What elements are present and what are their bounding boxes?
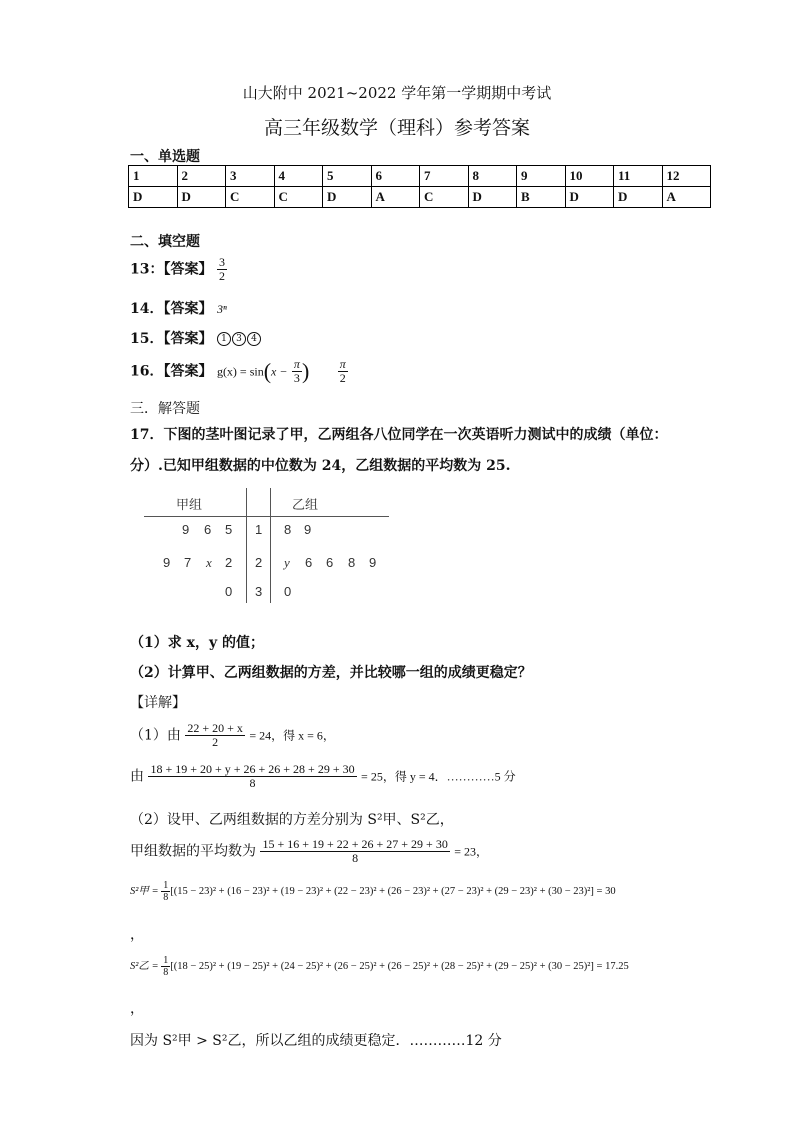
step-suffix: = 23， (454, 844, 489, 859)
right-paren: ) (301, 358, 310, 384)
answer-table (128, 165, 711, 208)
table-cell: D (177, 187, 226, 208)
q13-fraction (217, 256, 227, 283)
stem-leaf-right-header: 乙组 (292, 497, 319, 512)
leaf: 8 (348, 555, 356, 570)
table-cell: D (129, 187, 178, 208)
table-cell: 1 (129, 166, 178, 187)
table-cell: C (274, 187, 323, 208)
step-suffix: = 24，得 x = 6， (249, 728, 335, 743)
leaf: 5 (225, 522, 233, 537)
fraction-denominator: 8 (163, 892, 169, 903)
leaf: 8 (284, 522, 292, 537)
table-cell: 10 (565, 166, 614, 187)
variance-group-b (130, 955, 629, 978)
leaf: 9 (182, 522, 190, 537)
leaf-unknown-x: x (206, 555, 212, 570)
comma: ， (130, 927, 144, 943)
answer-table-number-row (129, 166, 711, 187)
fraction-denominator: 2 (212, 735, 219, 750)
comma: ， (130, 1001, 144, 1017)
stem-leaf-plot (142, 488, 392, 608)
solution-step-4 (130, 838, 488, 865)
fraction-numerator: 18 + 19 + 20 + y + 26 + 26 + 28 + 29 + 30 (150, 762, 355, 776)
circled-number: 3 (232, 332, 246, 346)
stem-leaf-left-header: 甲组 (176, 497, 203, 512)
fraction-denominator: 8 (352, 851, 359, 866)
conclusion: 因为 S²甲 > S²乙，所以乙组的成绩更稳定．…………12 分 (130, 1033, 502, 1049)
leaf: 6 (305, 555, 313, 570)
q14-label: 14．【答案】 (130, 301, 213, 317)
q13-answer (130, 256, 227, 283)
fraction-numerator: 22 + 20 + x (187, 721, 243, 735)
one-eighth-fraction (161, 880, 170, 903)
leaf: 2 (225, 555, 233, 570)
table-cell: 3 (226, 166, 275, 187)
table-cell: 6 (371, 166, 420, 187)
variance-group-a (130, 880, 616, 903)
table-cell: C (420, 187, 469, 208)
stem: 1 (255, 522, 263, 537)
q16-label: 16．【答案】 (130, 363, 213, 380)
section-fill-blank-title: 二、填空题 (130, 234, 200, 250)
variance-symbol: S²甲 = (130, 885, 159, 897)
q14-value: 3ⁿ (216, 302, 227, 316)
table-cell: 11 (614, 166, 663, 187)
exam-title: 山大附中 2021~2022 学年第一学期期中考试 (242, 84, 552, 102)
variance-expression: [(18 − 25)² + (19 − 25)² + (24 − 25)² + (26 − 25)² + (26 − 25)² + (28 − 25)² + (29 − 25)² + (30 − 25)²] = 17.25 (170, 960, 629, 972)
leaf: 9 (304, 522, 312, 537)
q15-answer (130, 328, 262, 348)
q14-answer (130, 298, 227, 318)
fraction-denominator: 2 (218, 269, 225, 284)
section-single-choice-title: 一、单选题 (130, 149, 200, 165)
fraction-numerator: 1 (163, 955, 169, 966)
fraction-numerator: π (339, 357, 346, 371)
section-solution-title: 三．解答题 (130, 401, 200, 417)
step-prefix: 甲组数据的平均数为 (130, 843, 256, 860)
step-prefix: 由 (130, 768, 144, 785)
q16-second-answer (338, 358, 348, 385)
table-cell: D (614, 187, 663, 208)
leaf: 0 (284, 584, 292, 599)
stem-leaf-divider (144, 516, 389, 517)
table-cell: D (468, 187, 517, 208)
step-fraction (260, 838, 449, 865)
table-cell: A (371, 187, 420, 208)
variance-symbol: S²乙 = (130, 960, 159, 972)
step-fraction (185, 722, 245, 749)
leaf-unknown-y: y (284, 555, 290, 570)
table-cell: 9 (517, 166, 566, 187)
circled-number: 4 (247, 332, 261, 346)
table-cell: D (323, 187, 372, 208)
q17-stem-line2: 分）.已知甲组数据的中位数为 24，乙组数据的平均数为 25. (130, 458, 511, 474)
table-cell: 4 (274, 166, 323, 187)
leaf: 9 (163, 555, 171, 570)
answer-key-title: 高三年级数学（理科）参考答案 (263, 117, 530, 139)
one-eighth-fraction (161, 955, 170, 978)
step-suffix: = 25，得 y = 4．…………5 分 (361, 769, 516, 784)
table-cell: C (226, 187, 275, 208)
variance-expression: [(15 − 23)² + (16 − 23)² + (19 − 23)² + (22 − 23)² + (26 − 23)² + (27 − 23)² + (29 − 23)² + (30 − 23)²] = 30 (170, 885, 616, 897)
circled-number: 1 (217, 332, 231, 346)
q17-sub1: （1）求 x，y 的值； (130, 635, 264, 651)
q16-inner: x − (271, 364, 288, 379)
q16-pi-fraction (292, 358, 302, 385)
answer-table-answer-row (129, 187, 711, 208)
fraction-numerator: 15 + 16 + 19 + 22 + 26 + 27 + 29 + 30 (262, 837, 448, 851)
leaf: 9 (369, 555, 377, 570)
fraction-numerator: 1 (163, 880, 169, 891)
table-cell: 5 (323, 166, 372, 187)
leaf: 6 (204, 522, 212, 537)
table-cell: 2 (177, 166, 226, 187)
solution-step-2 (130, 763, 516, 790)
stem: 2 (255, 555, 263, 570)
q13-label: 13：【答案】 (130, 261, 213, 278)
table-cell: 8 (468, 166, 517, 187)
q15-label: 15．【答案】 (130, 331, 213, 347)
q17-sub2: （2）计算甲、乙两组数据的方差，并比较哪一组的成绩更稳定？ (130, 665, 532, 681)
stem-leaf-divider (246, 488, 247, 603)
table-cell: 7 (420, 166, 469, 187)
q16-function: g(x) = sin (216, 364, 264, 379)
q17-stem-line1: 17．下图的茎叶图记录了甲，乙两组各八位同学在一次英语听力测试中的成绩（单位： (130, 427, 668, 443)
solution-step-3: （2）设甲、乙两组数据的方差分别为 S²甲、S²乙， (130, 812, 454, 828)
fraction-numerator: π (293, 357, 300, 371)
leaf: 6 (326, 555, 334, 570)
leaf: 7 (184, 555, 192, 570)
detail-heading: 【详解】 (130, 695, 186, 711)
leaf: 0 (225, 584, 233, 599)
solution-step-1 (130, 722, 335, 749)
stem-leaf-divider (270, 488, 271, 603)
q16-answer (130, 358, 348, 385)
fraction-denominator: 2 (339, 371, 346, 386)
table-cell: B (517, 187, 566, 208)
step-prefix: （1）由 (130, 727, 181, 744)
table-cell: D (565, 187, 614, 208)
table-cell: 12 (662, 166, 711, 187)
fraction-denominator: 8 (249, 776, 256, 791)
step-fraction (148, 763, 356, 790)
left-paren: ( (263, 358, 272, 384)
fraction-denominator: 3 (293, 371, 300, 386)
fraction-denominator: 8 (163, 967, 169, 978)
fraction-numerator: 3 (218, 255, 225, 269)
stem: 3 (255, 584, 263, 599)
table-cell: A (662, 187, 711, 208)
